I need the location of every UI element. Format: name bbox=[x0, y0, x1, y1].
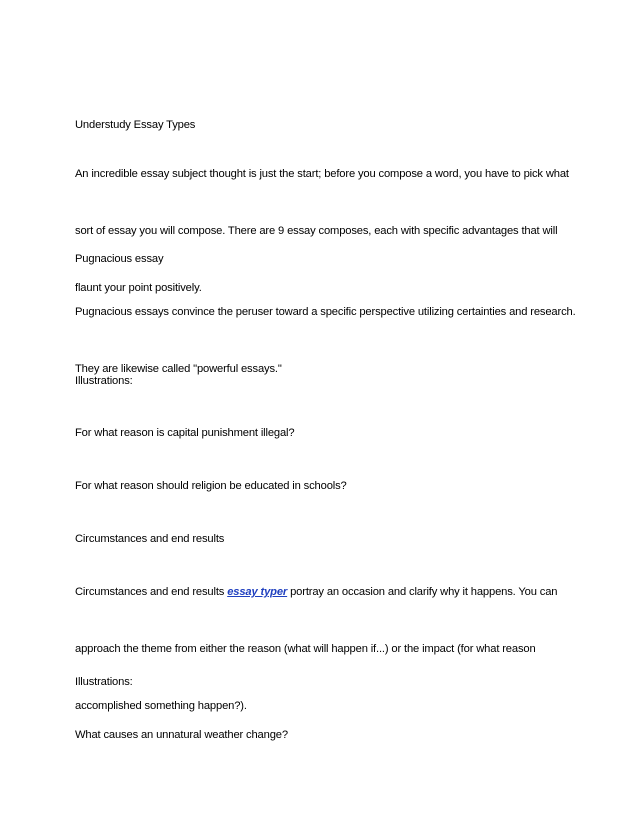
section-title-pugnacious: Pugnacious essay bbox=[75, 253, 164, 265]
document-heading: Understudy Essay Types bbox=[75, 119, 196, 131]
pugnacious-line: They are likewise called "powerful essays." bbox=[75, 363, 282, 375]
circumstances-line: Circumstances and end results essay typer portray an occasion and clarify why it happens. You can bbox=[75, 586, 558, 598]
essay-typer-link[interactable]: essay typer bbox=[227, 586, 288, 598]
circumstances-line: accomplished something happen?). bbox=[75, 700, 247, 712]
intro-line: sort of essay you will compose. There are 9 essay composes, each with specific advantages that will bbox=[75, 225, 558, 237]
circumstances-line: approach the theme from either the reason (what will happen if...) or the impact (for what reason bbox=[75, 643, 536, 655]
example-religion: For what reason should religion be educated in schools? bbox=[75, 480, 347, 492]
example-weather-change: What causes an unnatural weather change? bbox=[75, 729, 288, 741]
intro-line: flaunt your point positively. bbox=[75, 282, 202, 294]
example-capital-punishment: For what reason is capital punishment illegal? bbox=[75, 427, 295, 439]
illustrations-label: Illustrations: bbox=[75, 375, 133, 387]
intro-line: An incredible essay subject thought is just the start; before you compose a word, you have to pick what bbox=[75, 168, 569, 180]
pugnacious-line: Pugnacious essays convince the peruser toward a specific perspective utilizing certainties and research. bbox=[75, 306, 576, 318]
illustrations-label: Illustrations: bbox=[75, 676, 133, 688]
section-title-circumstances: Circumstances and end results bbox=[75, 533, 225, 545]
